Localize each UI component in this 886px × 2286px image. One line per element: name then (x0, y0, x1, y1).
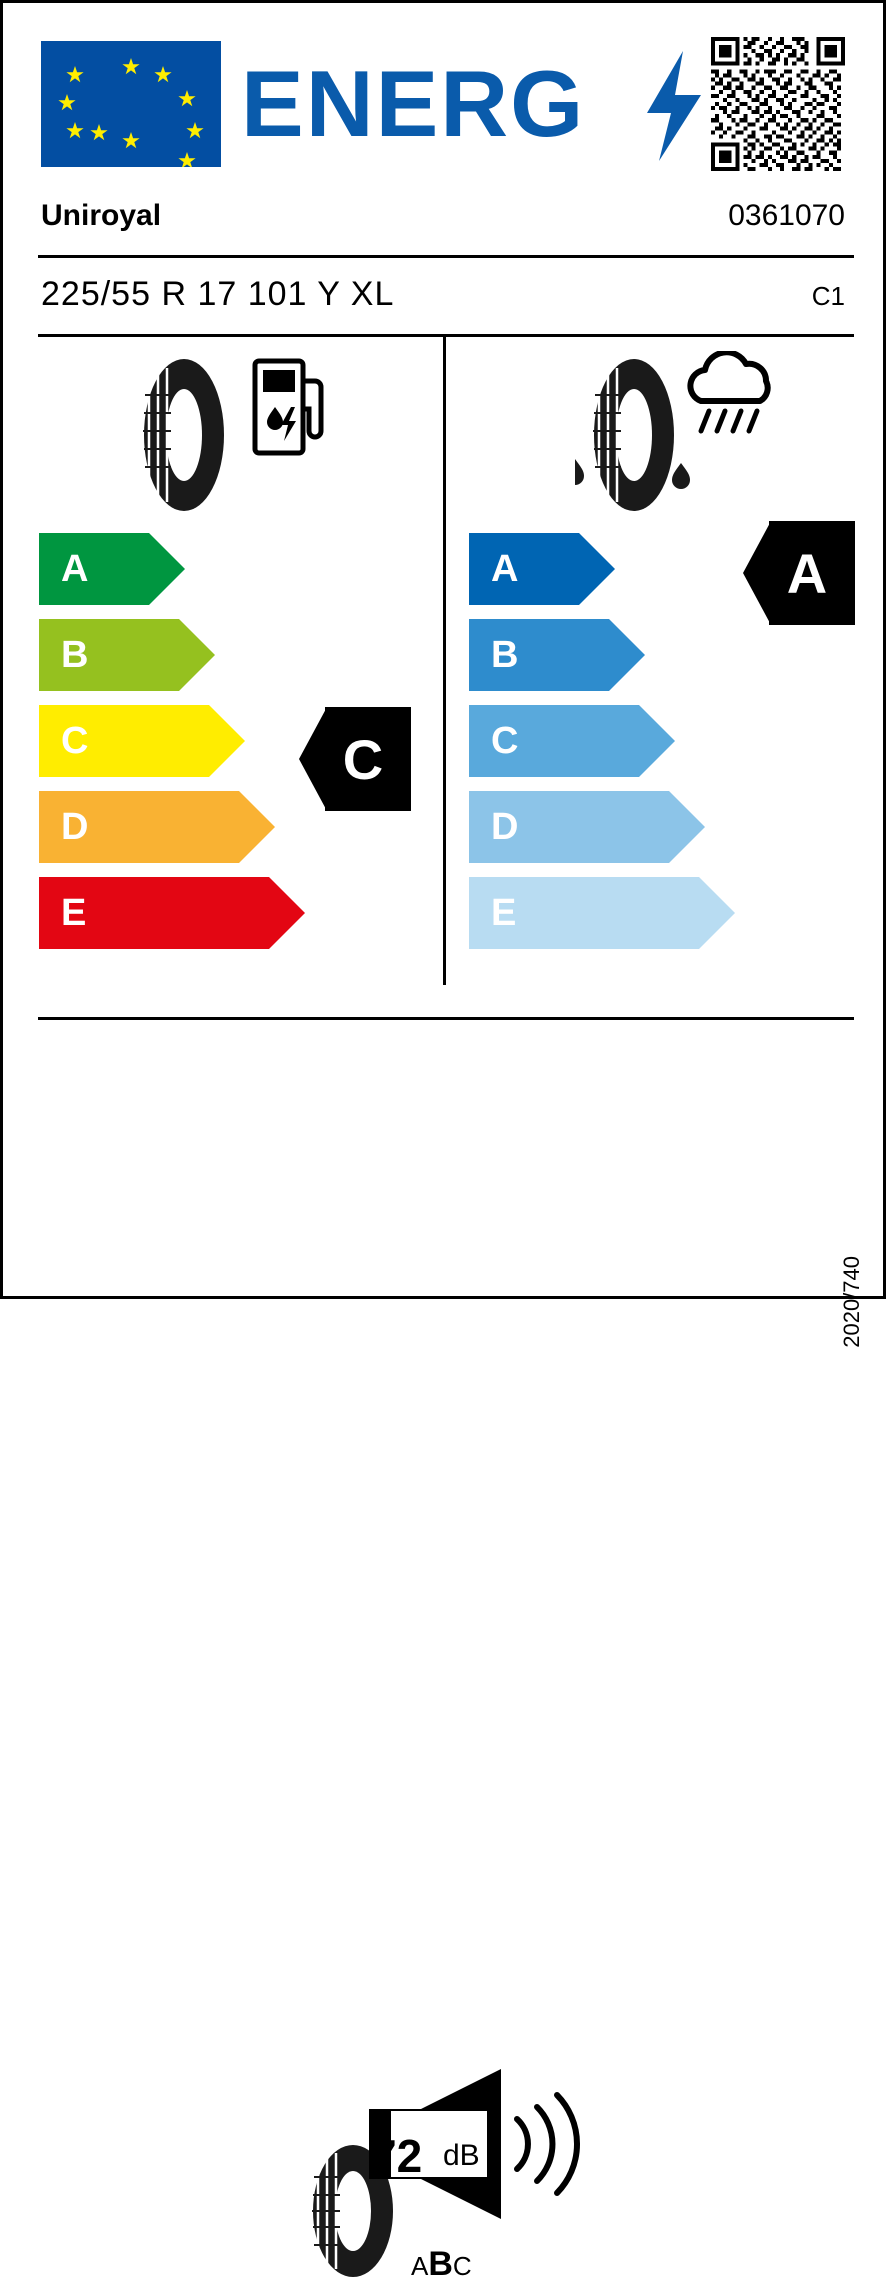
grade-bar-e (39, 877, 269, 949)
noise-unit: dB (443, 2139, 480, 2172)
divider-vertical (443, 337, 446, 985)
grade-row (469, 619, 699, 691)
grade-bar-c (39, 705, 209, 777)
lightning-bolt-icon (643, 51, 705, 161)
grade-arrow (639, 705, 675, 777)
grade-row (469, 705, 699, 777)
grade-row (39, 619, 269, 691)
noise-class-b: B (428, 2245, 453, 2283)
divider-top (38, 255, 854, 258)
grade-row (39, 877, 269, 949)
wet-rating-pointer (743, 521, 855, 625)
divider-noise (38, 1017, 854, 1020)
grade-arrow (239, 791, 275, 863)
grade-arrow (579, 533, 615, 605)
noise-value: 72 (371, 2130, 423, 2182)
tyre-icon (575, 355, 693, 515)
product-code: 0361070 (728, 199, 845, 232)
grade-arrow (149, 533, 185, 605)
grade-letter: A (61, 547, 89, 590)
rain-cloud-icon (679, 351, 783, 451)
grade-arrow (699, 877, 735, 949)
grade-arrow (269, 877, 305, 949)
fuel-rating-pointer (299, 707, 411, 811)
grade-row (469, 791, 699, 863)
noise-class-a: A (411, 2251, 429, 2281)
grade-bar-c (469, 705, 639, 777)
grade-letter: B (491, 633, 519, 676)
brand-name: Uniroyal (41, 199, 162, 232)
grade-letter: A (491, 547, 519, 590)
grade-letter: C (61, 719, 89, 762)
fuel-pump-icon (251, 355, 329, 459)
grade-bar-d (39, 791, 239, 863)
grade-letter: C (491, 719, 519, 762)
noise-class-row (411, 2245, 472, 2284)
eu-flag-icon (41, 41, 221, 167)
fuel-grade-scale (39, 533, 269, 963)
grade-row (469, 877, 699, 949)
grade-arrow (609, 619, 645, 691)
grade-bar-b (469, 619, 609, 691)
grade-letter: E (491, 891, 517, 934)
qr-code-icon (711, 37, 845, 171)
grade-row (469, 533, 699, 605)
grade-bar-d (469, 791, 669, 863)
grade-letter: B (61, 633, 89, 676)
grade-arrow (179, 619, 215, 691)
grade-letter: D (61, 805, 89, 848)
grade-row (39, 533, 269, 605)
grade-letter: E (61, 891, 87, 934)
energy-wordmark: ENERG (241, 51, 586, 156)
divider-size (38, 334, 854, 337)
grade-bar-a (39, 533, 149, 605)
regulation-reference: 2020/740 (839, 1256, 864, 1348)
wet-rating-letter: A (786, 541, 828, 605)
grade-arrow (669, 791, 705, 863)
grade-arrow (209, 705, 245, 777)
grade-bar-e (469, 877, 699, 949)
grade-bar-a (469, 533, 579, 605)
grade-row (39, 705, 269, 777)
tyre-size: 225/55 R 17 101 Y XL (41, 275, 395, 313)
wet-grip-scale (469, 533, 699, 963)
grade-letter: D (491, 805, 519, 848)
grade-bar-b (39, 619, 179, 691)
fuel-rating-letter: C (342, 727, 384, 791)
tyre-class: C1 (811, 281, 845, 311)
grade-row (39, 791, 269, 863)
tyre-icon (125, 355, 243, 515)
noise-class-c: C (452, 2251, 472, 2281)
